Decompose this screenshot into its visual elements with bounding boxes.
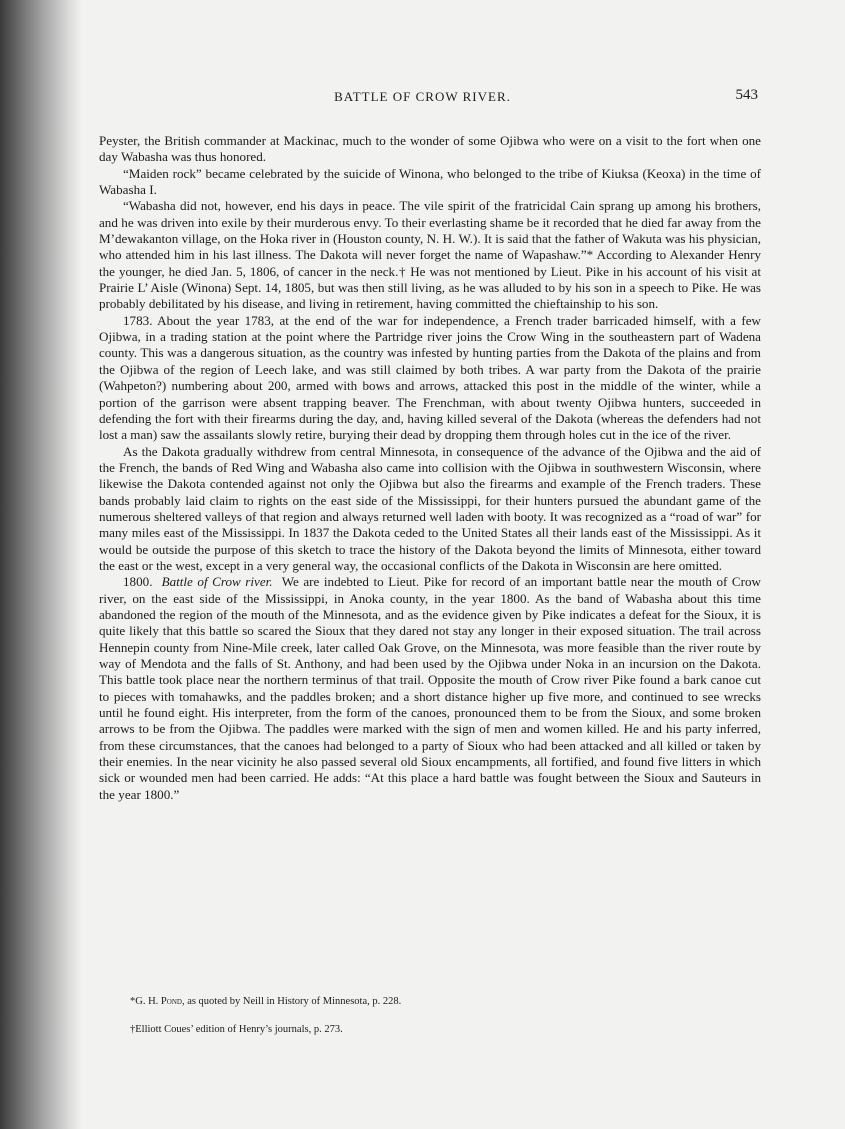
paragraph-dakota-withdrawal: As the Dakota gradually withdrew from central Minnesota, in consequence of the advance of the Ojibwa and the aid of the French, the bands of Red Wing and Wabasha also came into collision with the Ojibwa in southwestern Wisconsin, where likewise the Dakota contended against not only the Ojibwa but also the firearms and example of the French traders. These bands probably laid claim to rights on the east side of the Mississippi, for their hunters pursued the abundant game of the numerous sheltered valleys of that region and always returned well laden with booty. It was recognized as a “road of war” for many miles east of the Mississippi. In 1837 the Dakota ceded to the United States all their lands east of the Mississippi. As it would be outside the purpose of this sketch to trace the history of the Dakota beyond the limits of Minnesota, either toward the east or the west, except in a very general way, the occasional conflicts of the Dakota in Wisconsin are here omitted. <box>99 443 761 573</box>
running-header: BATTLE OF CROW RIVER. <box>334 89 511 104</box>
footnote-1 <box>130 995 750 1009</box>
paragraph-battle-crow-river <box>99 574 761 803</box>
paragraph-continuation: Peyster, the British commander at Mackinac, much to the wonder of some Ojibwa who were on a visit to the fort when one day Wabasha was thus honored. <box>99 133 761 165</box>
footnote-1-text: , as quoted by Neill in History of Minnesota, p. 228. <box>181 996 402 1007</box>
footnote-1-author: Pond <box>160 996 182 1007</box>
body-text <box>99 133 761 803</box>
paragraph-maiden-rock: “Maiden rock” became celebrated by the suicide of Winona, who belonged to the tribe of Kiuksa (Keoxa) in the time of Wabasha I. <box>99 165 761 198</box>
battle-year: 1800. <box>123 574 153 590</box>
page-number: 543 <box>735 87 758 103</box>
footnote-2: †Elliott Coues’ edition of Henry’s journals, p. 273. <box>130 1024 343 1035</box>
battle-heading: Battle of Crow river. <box>161 574 273 590</box>
footnote-1-mark: *G. H. <box>130 996 161 1007</box>
footnotes <box>130 995 750 1051</box>
paragraph-1783: 1783. About the year 1783, at the end of the war for independence, a French trader barricaded himself, with a few Ojibwa, in a trading station at the point where the Partridge river joins the Crow Wing in the southeastern part of Wadena county. This was a dangerous situation, as the country was infested by hunting parties from the Dakota of the plains and from the Ojibwa of the region of Leech lake, and was still claimed by both tribes. A war party from the Dakota of the prairie (Wahpeton?) numbering about 200, armed with bows and arrows, attacked this post in the middle of the winter, while a portion of the garrison were absent trapping beaver. The Frenchman, with about twenty Ojibwa hunters, succeeded in defending the fort with their firearms during the day, and, having killed several of the Dakota (whereas the defenders had not lost a man) saw the assailants slowly retire, burying their dead by dropping them through holes cut in the ice of the river. <box>99 312 761 443</box>
battle-text: We are indebted to Lieut. Pike for record of an important battle near the mouth of Crow river, on the east side of the Mississippi, in Anoka county, in the year 1800. As the band of Wabasha about this time abandoned the region of the mouth of the Minnesota, and as the evidence given by Pike indicates a defeat for the Sioux, it is quite likely that this battle so scared the Sioux that they dared not stay any longer in their exposed situation. The trail across Hennepin county from Nine-Mile creek, later called Oak Grove, on the Minnesota, was more feasible than the river route by way of Mendota and the falls of St. Anthony, and had been used by the Ojibwa under Noka in an incursion on the Dakota. This battle took place near the northern terminus of that trail. Opposite the mouth of Crow river Pike found a bark canoe cut to pieces with tomahawks, and the paddles broken; and a short distance higher up five more, and continued to see wrecks until he found eight. His interpreter, from the form of the canoes, pronounced them to be from the Sioux, and some broken arrows to be from the Ojibwa. The paddles were marked with the sign of men and women killed. He and his party inferred, from these circumstances, that the canoes had belonged to a party of Sioux who had been attacked and all killed or taken by their enemies. In the near vicinity he also passed several old Sioux encampments, all fortified, and found five litters in which sick or wounded men had been carried. He adds: “At this place a hard battle was fought between the Sioux and Sauteurs in the year 1800.” <box>99 574 761 802</box>
paragraph-wabasha: “Wabasha did not, however, end his days in peace. The vile spirit of the fratricidal Cain sprang up among his brothers, and he was driven into exile by their murderous envy. To their everlasting shame be it recorded that he died far away from the M’dewakanton village, on the Hoka river in (Houston county, N. H. W.). It is said that the father of Wakuta was his physician, who attended him in his last illness. The Dakota will never forget the name of Wapashaw.”* According to Alexander Henry the younger, he died Jan. 5, 1806, of cancer in the neck.† He was not mentioned by Lieut. Pike in his account of his visit at Prairie L’ Aisle (Winona) Sept. 14, 1805, but was then still living, as he was alluded to by his son in a speech to Pike. He was probably debilitated by his disease, and living in retirement, having committed the chieftainship to his son. <box>99 198 761 312</box>
